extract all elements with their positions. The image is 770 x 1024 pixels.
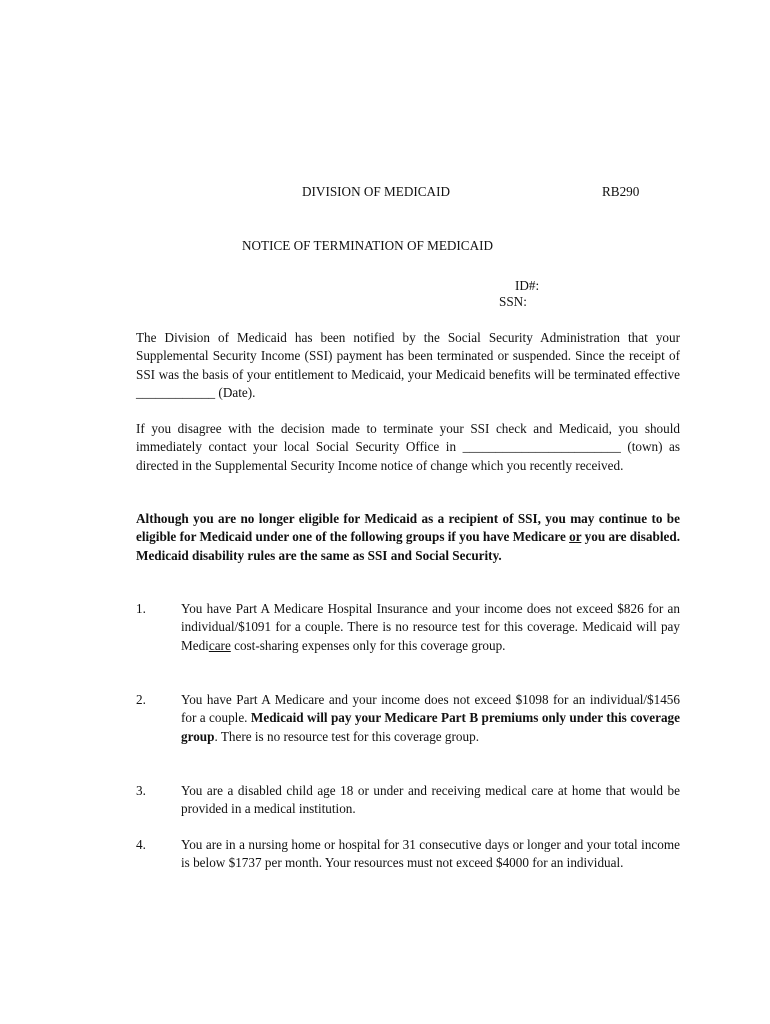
list-item-number: 3. [136, 783, 146, 798]
list-item-text: You are in a nursing home or hospital for 31 consecutive days or longer and your total income is below $1737 per month. Your resources must not exceed $4000 for an individual. [181, 837, 680, 871]
list-item-text [181, 691, 680, 746]
form-code: RB290 [602, 184, 640, 199]
notice-title: NOTICE OF TERMINATION OF MEDICAID [242, 238, 494, 253]
division-heading: DIVISION OF MEDICAID [302, 184, 450, 199]
list-item-number: 4. [136, 837, 146, 852]
appeal-paragraph: If you disagree with the decision made to terminate your SSI check and Medicaid, you should immediately contact your local Social Security Office in ________________________ (town) as directed in the Supplemental Security Income notice of change which you recently received. [136, 421, 680, 473]
list-item-text-part2: . There is no resource test for this coverage group. [214, 728, 480, 744]
list-item-underlined: care [208, 637, 231, 653]
list-item-text-part1: You have Part A Medicare and your income does not exceed $1098 for an individual/$1456 for a couple. [181, 692, 680, 726]
list-item-bold: Medicaid will pay your Medicare Part B premiums only under this coverage group [181, 710, 680, 744]
eligibility-or-underlined: or [569, 529, 582, 545]
list-item-text: You are a disabled child age 18 or under and receiving medical care at home that would be provided in a medical institution. [181, 783, 680, 817]
list-item-text [181, 600, 680, 655]
list-item-number: 1. [136, 601, 146, 616]
eligibility-paragraph [136, 510, 680, 565]
eligibility-text-part1: Although you are no longer eligible for Medicaid as a recipient of SSI, you may continue to be eligible for Medicaid under one of the following groups if you have Medicare [136, 511, 680, 545]
list-item-text-part2: cost-sharing expenses only for this coverage group. [230, 637, 506, 653]
list-item-number: 2. [136, 692, 146, 707]
list-item-text-part1: You have Part A Medicare Hospital Insurance and your income does not exceed $826 for an individual/$1091 for a couple. There is no resource test for this coverage. Medicaid will pay Medi [181, 601, 680, 653]
id-label: ID#: [515, 278, 540, 293]
eligibility-text-part2: you are disabled. Medicaid disability rules are the same as SSI and Social Security. [136, 529, 681, 563]
ssn-label: SSN: [499, 294, 527, 309]
termination-paragraph: The Division of Medicaid has been notified by the Social Security Administration that your Supplemental Security Income (SSI) payment has been terminated or suspended. Since the receipt of SSI was the basis of your entitlement to Medicaid, your Medicaid benefits will be terminated effective ____________ (Date). [136, 330, 680, 401]
